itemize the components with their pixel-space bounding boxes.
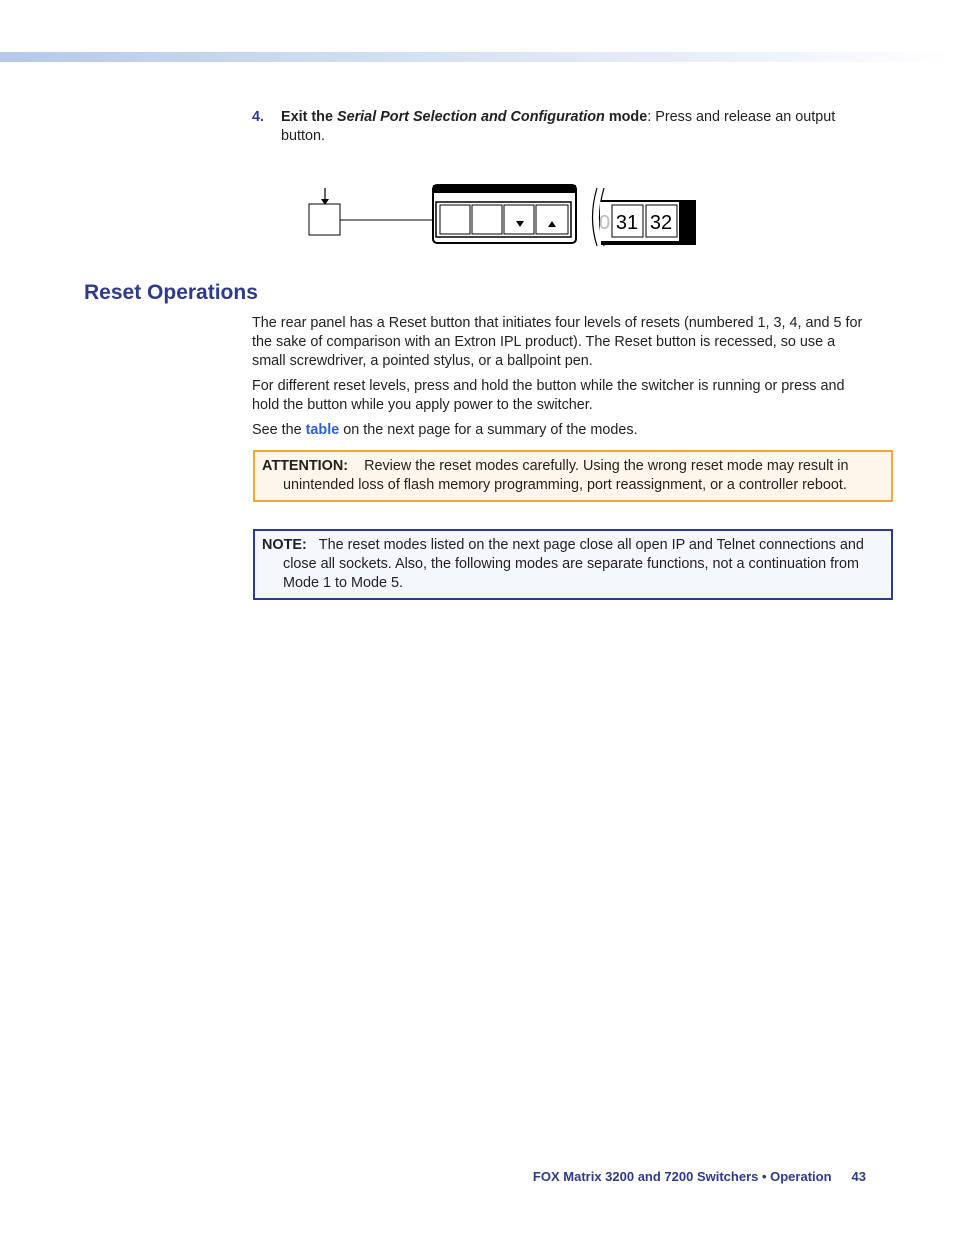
- button-32-label: 32: [649, 212, 673, 234]
- step-text: [281, 108, 852, 146]
- footer-title: FOX Matrix 3200 and 7200 Switchers • Operation: [532, 1169, 832, 1184]
- panel-button-up: [536, 205, 568, 234]
- step-number: 4.: [252, 109, 265, 125]
- panel-button-down: [504, 205, 534, 234]
- front-panel-diagram: [300, 180, 710, 255]
- paragraph-reset-button: The rear panel has a Reset button that initiates four levels of resets (numbered 1, 3, 4, and 5 for the sake of comparison with an Extron IPL product). The Reset button is recessed, so use a small screwdriver, a pointed stylus, or a ballpoint pen.: [252, 315, 863, 369]
- note-callout: [253, 529, 893, 600]
- panel-zoom: [433, 185, 576, 243]
- attention-callout: [253, 450, 893, 502]
- step-rest: : Press and release an output button.: [281, 109, 836, 144]
- attention-text: Review the reset modes carefully. Using the wrong reset mode may result in unintended loss of flash memory programming, port reassignment, or a controller reboot.: [283, 458, 849, 493]
- section-heading: Reset Operations: [84, 281, 258, 304]
- output-button-pressed: [309, 204, 340, 235]
- note-text: The reset modes listed on the next page close all open IP and Telnet connections and close all sockets. Also, the following modes are separate functions, not a continuation from Mode 1 to Mode 5.: [283, 537, 864, 591]
- paragraph-reset-levels: For different reset levels, press and hold the button while the switcher is running or press and hold the button while you apply power to the switcher.: [252, 378, 845, 413]
- page-number: 43: [851, 1169, 866, 1184]
- note-label: NOTE:: [262, 537, 307, 553]
- pointer-arrow: [321, 188, 329, 205]
- step-lead-end: mode: [604, 109, 648, 125]
- button-31-label: 31: [615, 212, 639, 234]
- svg-text:0: 0: [599, 212, 611, 234]
- attention-label: ATTENTION:: [262, 458, 349, 474]
- see-the-text: See the: [252, 422, 306, 438]
- paragraph-see-table: [252, 421, 872, 440]
- output-buttons-31-32: [599, 200, 696, 245]
- step-4: [252, 108, 852, 146]
- header-gradient-bar: [0, 52, 954, 62]
- panel-button-1: [440, 205, 470, 234]
- see-table-rest: on the next page for a summary of the modes.: [339, 422, 638, 438]
- panel-button-2: [472, 205, 502, 234]
- page-footer: [500, 1168, 866, 1186]
- step-mode-name: Serial Port Selection and Configuration: [336, 109, 605, 125]
- step-lead: Exit the: [281, 109, 337, 125]
- table-link[interactable]: table: [305, 422, 340, 438]
